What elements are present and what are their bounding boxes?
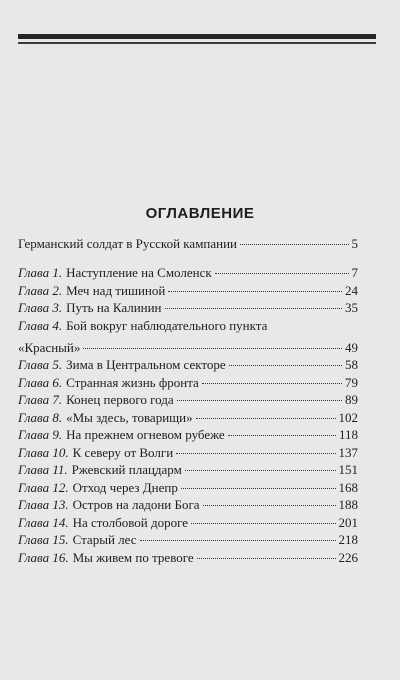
dot-leader: [177, 400, 342, 401]
chapter-page: 24: [345, 282, 358, 298]
toc-heading: ОГЛАВЛЕНИЕ: [145, 205, 255, 222]
chapter-page: 137: [338, 444, 358, 460]
chapter-page: 89: [345, 392, 358, 407]
dot-leader: [240, 244, 348, 245]
chapter-label: Глава 1.: [18, 265, 63, 280]
chapter-title: Остров на ладони Бога: [72, 497, 200, 512]
toc-row: [18, 410, 358, 428]
chapter-label: Глава 6.: [18, 374, 63, 390]
chapter-title: Меч над тишиной: [66, 282, 166, 298]
dot-leader: [191, 523, 335, 524]
chapter-label: Глава 9.: [18, 427, 63, 442]
chapter-title: Конец первого года: [66, 392, 174, 407]
chapter-label: Глава 4.: [18, 317, 63, 333]
header-rule-thin: [18, 42, 376, 44]
chapter-page: 188: [338, 497, 358, 512]
chapter-page: 35: [345, 300, 358, 315]
chapter-title: Ржевский плацдарм: [71, 462, 182, 477]
chapter-page: 79: [345, 374, 358, 390]
toc-row: [18, 427, 358, 445]
toc-row: [18, 283, 358, 301]
header-rule-thick: [18, 34, 376, 39]
chapter-page: 49: [345, 339, 358, 355]
dot-leader: [168, 291, 342, 292]
chapter-title: На прежнем огневом рубеже: [66, 427, 225, 442]
chapter-page: 201: [338, 514, 358, 530]
toc-row: [18, 497, 358, 515]
dot-leader: [165, 308, 342, 309]
toc-row: [18, 392, 358, 410]
toc-row: [18, 357, 358, 375]
chapter-label: Глава 13.: [18, 497, 69, 512]
toc-row: [18, 550, 358, 568]
chapter-page: 218: [338, 532, 358, 547]
chapter-label: Глава 10.: [18, 444, 69, 460]
chapter-label: Глава 3.: [18, 300, 63, 315]
chapter-title: Путь на Калинин: [66, 300, 162, 315]
chapter-label: Глава 2.: [18, 282, 63, 298]
toc-row: [18, 480, 358, 498]
dot-leader: [83, 348, 342, 349]
chapter-title: Мы живем по тревоге: [72, 549, 194, 565]
dot-leader: [202, 383, 342, 384]
chapter-title: На столбовой дороге: [72, 514, 189, 530]
toc-row: [18, 318, 358, 340]
table-of-contents: [18, 236, 358, 567]
chapter-label: Глава 5.: [18, 357, 63, 372]
toc-intro-title: Германский солдат в Русской кампании: [18, 236, 238, 251]
chapter-title: Отход через Днепр: [72, 479, 178, 495]
dot-leader: [229, 365, 342, 366]
dot-leader: [196, 418, 336, 419]
chapter-label: Глава 11.: [18, 462, 68, 477]
chapter-title: Зима в Центральном секторе: [66, 357, 226, 372]
chapter-page: 226: [338, 549, 358, 565]
toc-row: [18, 515, 358, 533]
chapter-label: Глава 8.: [18, 409, 63, 425]
dot-leader: [140, 540, 336, 541]
toc-row: [18, 532, 358, 550]
chapter-page: 102: [338, 409, 358, 425]
chapter-title-continuation: «Красный»: [18, 339, 81, 355]
chapter-page: 58: [345, 357, 358, 372]
toc-intro-page: 5: [351, 236, 358, 251]
dot-leader: [197, 558, 336, 559]
toc-row: [18, 445, 358, 463]
toc-row: [18, 300, 358, 318]
chapter-title: Бой вокруг наблюдательного пункта: [66, 317, 268, 333]
dot-leader: [185, 470, 336, 471]
chapter-label: Глава 12.: [18, 479, 69, 495]
chapter-title: «Мы здесь, товарищи»: [66, 409, 193, 425]
toc-row-continuation: [18, 340, 358, 358]
dot-leader: [176, 453, 335, 454]
toc-row: [18, 265, 358, 283]
chapter-page: 168: [338, 479, 358, 495]
dot-leader: [228, 435, 336, 436]
chapter-page: 151: [338, 462, 358, 477]
chapter-label: Глава 7.: [18, 392, 63, 407]
chapter-page: 118: [338, 427, 358, 442]
dot-leader: [203, 505, 336, 506]
chapter-title: Странная жизнь фронта: [66, 374, 199, 390]
toc-row: [18, 375, 358, 393]
chapter-title: Старый лес: [72, 532, 137, 547]
dot-leader: [215, 273, 349, 274]
chapter-label: Глава 15.: [18, 532, 69, 547]
chapter-label: Глава 16.: [18, 549, 69, 565]
toc-intro-row: [18, 236, 358, 265]
chapter-title: К северу от Волги: [72, 444, 174, 460]
toc-row: [18, 462, 358, 480]
chapter-title: Наступление на Смоленск: [66, 265, 212, 280]
chapter-page: 7: [351, 265, 358, 280]
chapter-label: Глава 14.: [18, 514, 69, 530]
dot-leader: [181, 488, 336, 489]
